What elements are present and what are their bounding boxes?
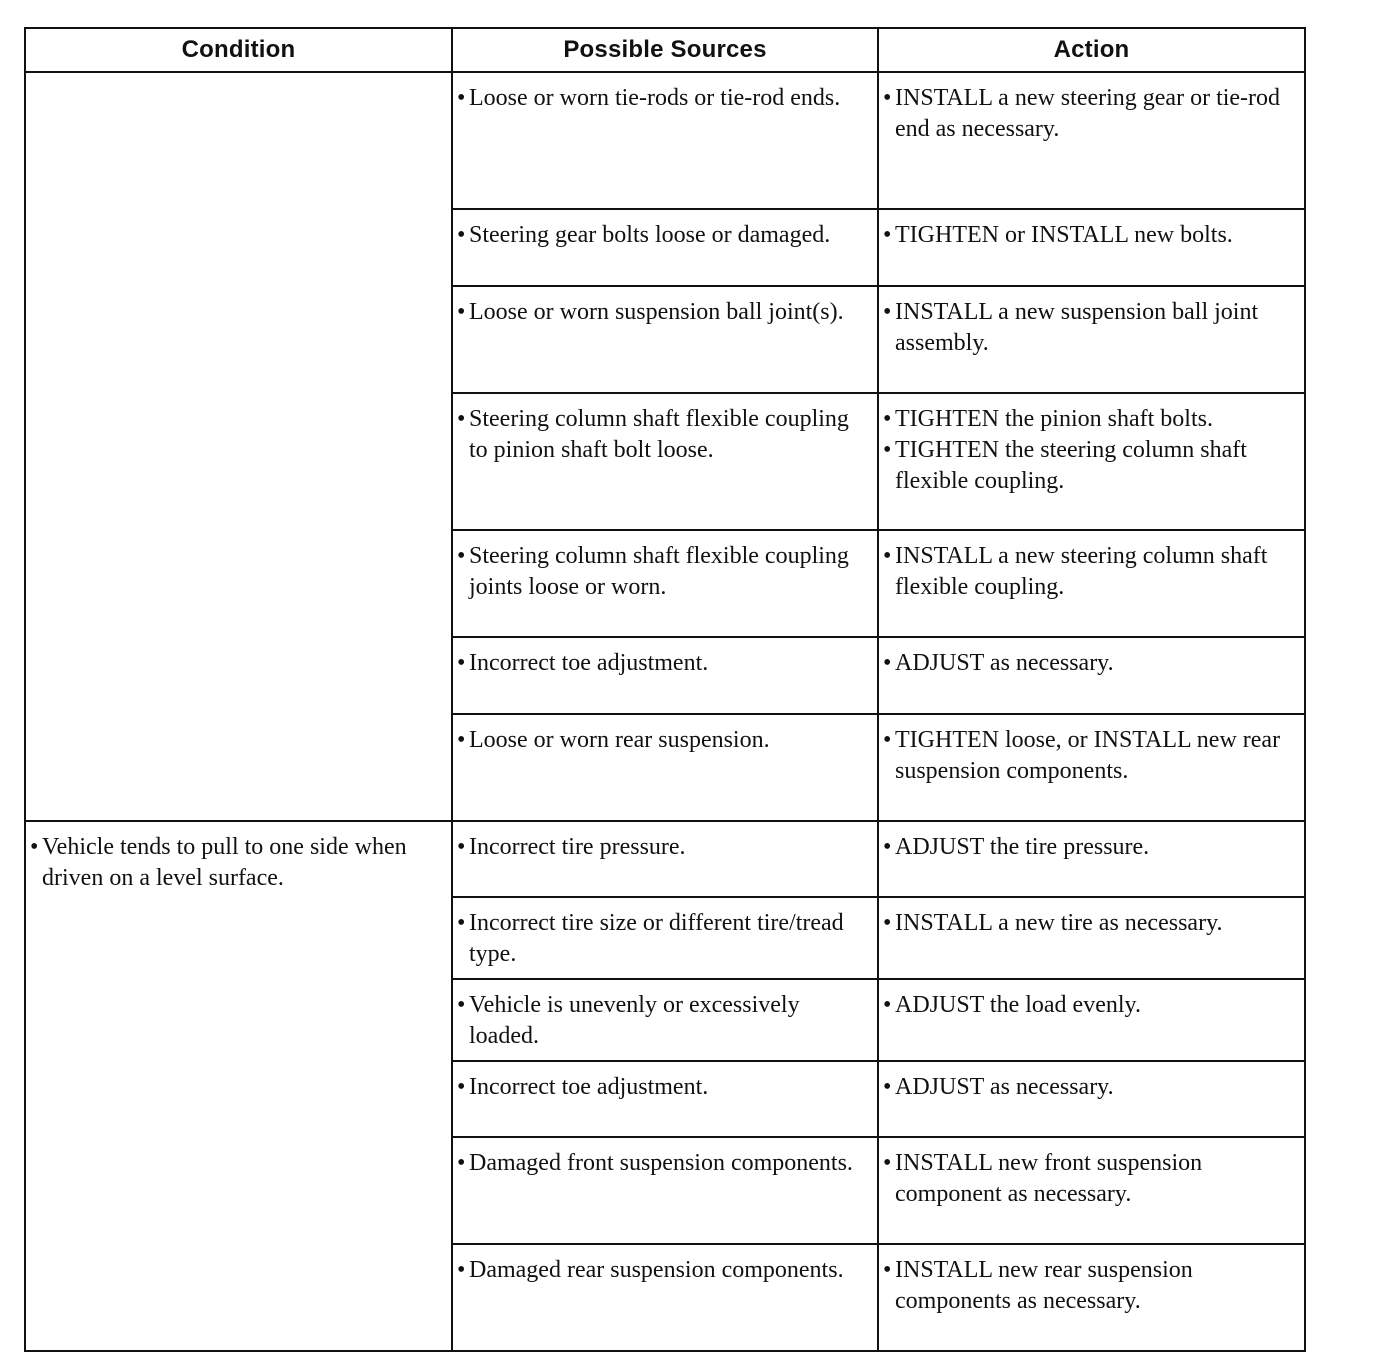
source-item-text: Vehicle is unevenly or excessively loaded. [469,992,800,1049]
bullet-mark: • [457,650,466,676]
header-action: Action [878,28,1305,72]
action-item-text: INSTALL a new tire as necessary. [895,910,1223,936]
bullet-mark: • [457,910,466,936]
bullet-mark: • [457,406,466,432]
source-content [453,394,877,474]
bullet-mark: • [883,910,892,936]
source-item [457,648,867,679]
table-body [25,72,1305,1351]
action-content [879,1138,1304,1218]
source-item-text: Damaged rear suspension components. [469,1257,844,1283]
source-item-text: Loose or worn tie-rods or tie-rod ends. [469,85,841,111]
source-cell [452,1244,878,1351]
action-content [879,822,1304,871]
action-cell [878,1061,1305,1137]
bullet-mark: • [883,1257,892,1283]
bullet-mark: • [883,85,892,111]
source-item-text: Incorrect tire size or different tire/tread type. [469,910,844,967]
source-item-text: Loose or worn rear suspension. [469,727,770,753]
header-condition: Condition [25,28,452,72]
source-item-text: Incorrect toe adjustment. [469,1074,709,1100]
bullet-mark: • [457,992,466,1018]
bullet-mark: • [883,437,892,463]
source-content [453,1062,877,1111]
source-cell [452,714,878,821]
action-cell [878,979,1305,1061]
action-cell [878,209,1305,286]
action-content [879,1062,1304,1111]
bullet-mark: • [883,543,892,569]
action-cell [878,286,1305,393]
source-item [457,832,867,863]
bullet-mark: • [457,727,466,753]
action-item [883,990,1294,1021]
bullet-mark: • [883,650,892,676]
source-content [453,287,877,336]
bullet-mark: • [457,1150,466,1176]
action-item-text: INSTALL a new steering column shaft flexible coupling. [895,543,1268,600]
source-content [453,898,877,978]
bullet-mark: • [883,1150,892,1176]
bullet-mark: • [457,222,466,248]
condition-cell [25,72,452,821]
bullet-mark: • [883,992,892,1018]
action-content [879,531,1304,611]
action-item-text: TIGHTEN loose, or INSTALL new rear suspension components. [895,727,1281,784]
action-item [883,404,1294,435]
source-content [453,822,877,871]
bullet-mark: • [883,222,892,248]
action-cell [878,1244,1305,1351]
bullet-mark: • [457,834,466,860]
source-content [453,1138,877,1187]
action-cell [878,72,1305,209]
action-cell [878,1137,1305,1244]
source-cell [452,209,878,286]
action-item-text: ADJUST as necessary. [895,650,1114,676]
source-cell [452,897,878,979]
action-item-text: TIGHTEN or INSTALL new bolts. [895,222,1233,248]
action-item [883,1255,1294,1317]
action-item-text: ADJUST the tire pressure. [895,834,1150,860]
bullet-mark: • [30,834,39,860]
source-item [457,1148,867,1179]
source-cell [452,530,878,637]
source-item [457,725,867,756]
action-item [883,1148,1294,1210]
action-item-text: INSTALL a new steering gear or tie-rod end as necessary. [895,85,1281,142]
action-item-text: TIGHTEN the pinion shaft bolts. [895,406,1213,432]
action-cell [878,897,1305,979]
condition-cell [25,821,452,1351]
action-content [879,287,1304,367]
action-cell [878,821,1305,897]
table-row [25,72,1305,209]
condition-content [26,73,451,91]
header-possible-sources: Possible Sources [452,28,878,72]
action-cell [878,637,1305,714]
source-item-text: Damaged front suspension components. [469,1150,853,1176]
source-content [453,210,877,259]
bullet-mark: • [883,1074,892,1100]
source-item [457,404,867,466]
source-cell [452,1137,878,1244]
diagnosis-table [24,27,1306,1352]
action-item [883,297,1294,359]
action-item [883,220,1294,251]
action-content [879,73,1304,153]
action-item-text: INSTALL new front suspension component as necessary. [895,1150,1203,1207]
action-item-text: TIGHTEN the steering column shaft flexible coupling. [895,437,1247,494]
source-item-text: Steering column shaft flexible coupling joints loose or worn. [469,543,849,600]
action-item [883,435,1294,497]
action-item [883,725,1294,787]
source-item [457,1255,867,1286]
action-item-text: ADJUST as necessary. [895,1074,1114,1100]
action-content [879,715,1304,795]
action-item [883,541,1294,603]
source-cell [452,979,878,1061]
source-content [453,531,877,611]
source-cell [452,1061,878,1137]
source-item-text: Steering column shaft flexible coupling to pinion shaft bolt loose. [469,406,849,463]
source-cell [452,637,878,714]
bullet-mark: • [457,85,466,111]
action-content [879,394,1304,505]
source-content [453,715,877,764]
source-item [457,220,867,251]
source-item [457,990,867,1052]
table-row [25,821,1305,897]
action-content [879,898,1304,947]
bullet-mark: • [457,1257,466,1283]
bullet-mark: • [883,406,892,432]
source-item-text: Incorrect toe adjustment. [469,650,709,676]
header-row [25,28,1305,72]
bullet-mark: • [457,543,466,569]
bullet-mark: • [883,834,892,860]
bullet-mark: • [457,1074,466,1100]
bullet-mark: • [883,299,892,325]
action-item-text: INSTALL new rear suspension components as necessary. [895,1257,1193,1314]
source-content [453,73,877,122]
condition-item [30,832,441,894]
bullet-mark: • [457,299,466,325]
source-item [457,541,867,603]
source-content [453,1245,877,1294]
condition-item-text: Vehicle tends to pull to one side when driven on a level surface. [42,834,407,891]
condition-content [26,822,451,902]
action-cell [878,530,1305,637]
source-cell [452,393,878,530]
source-cell [452,72,878,209]
action-content [879,1245,1304,1325]
source-item [457,297,867,328]
action-item-text: ADJUST the load evenly. [895,992,1141,1018]
action-item [883,908,1294,939]
action-item [883,1072,1294,1103]
source-item-text: Incorrect tire pressure. [469,834,686,860]
source-content [453,980,877,1060]
source-content [453,638,877,687]
action-item [883,832,1294,863]
source-item [457,83,867,114]
source-item [457,908,867,970]
action-cell [878,714,1305,821]
action-item [883,83,1294,145]
source-cell [452,821,878,897]
action-item-text: INSTALL a new suspension ball joint assembly. [895,299,1259,356]
source-item [457,1072,867,1103]
source-item-text: Steering gear bolts loose or damaged. [469,222,831,248]
action-cell [878,393,1305,530]
action-content [879,638,1304,687]
action-content [879,980,1304,1029]
source-item-text: Loose or worn suspension ball joint(s). [469,299,844,325]
action-content [879,210,1304,259]
action-item [883,648,1294,679]
source-cell [452,286,878,393]
bullet-mark: • [883,727,892,753]
